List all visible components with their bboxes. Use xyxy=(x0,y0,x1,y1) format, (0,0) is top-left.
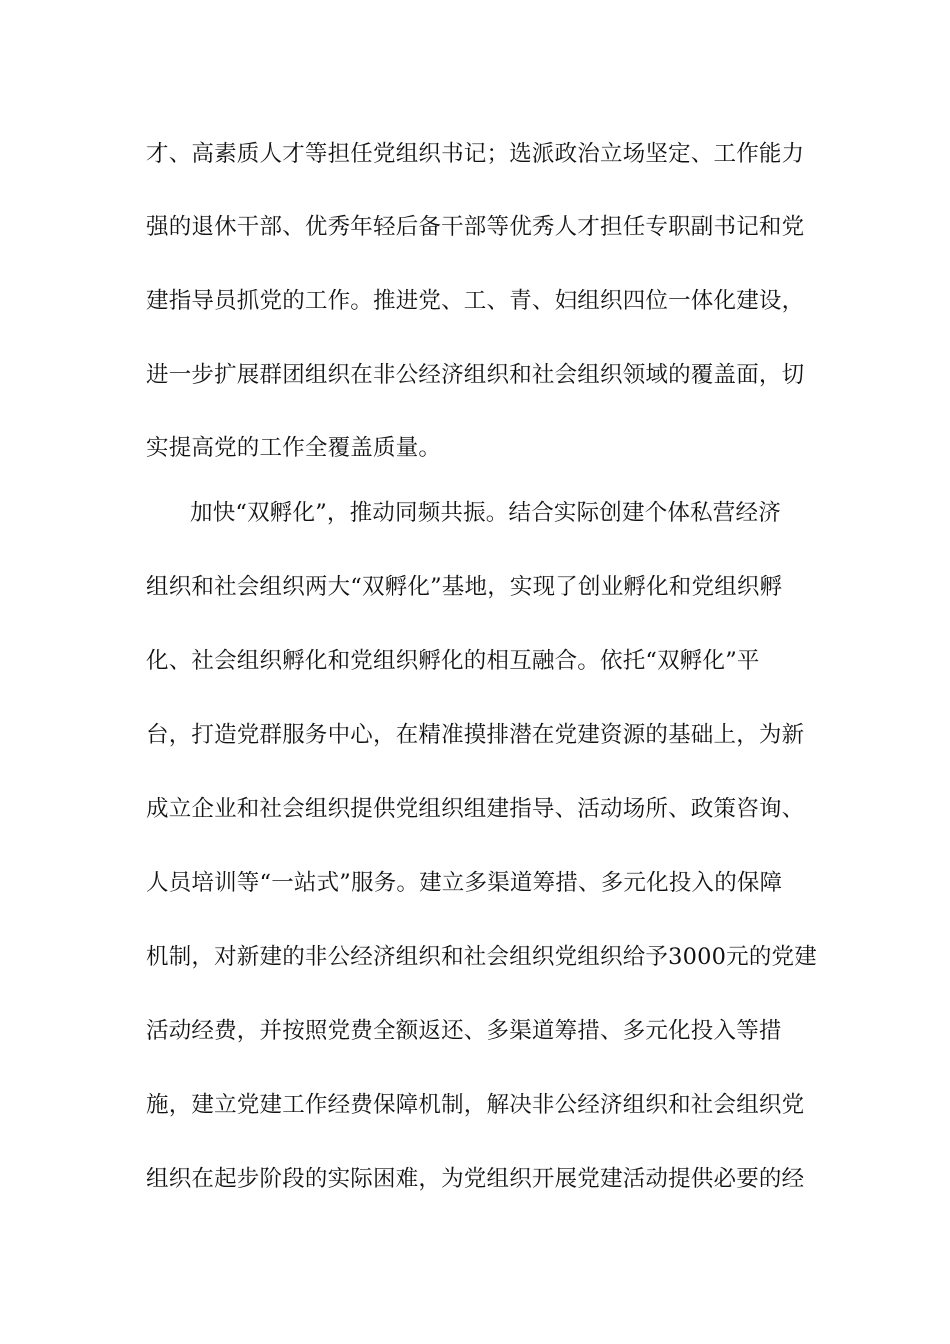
text-line: 组织在起步阶段的实际困难，为党组织开展党建活动提供必要的经 xyxy=(146,1166,805,1192)
text-line: 进一步扩展群团组织在非公经济组织和社会组织领域的覆盖面，切 xyxy=(146,362,805,388)
paragraph-first-line: 加快“双孵化”，推动同频共振。结合实际创建个体私营经济 xyxy=(190,500,781,526)
text-line: 活动经费，并按照党费全额返还、多渠道筹措、多元化投入等措 xyxy=(146,1018,782,1044)
text-line: 施，建立党建工作经费保障机制，解决非公经济组织和社会组织党 xyxy=(146,1092,805,1118)
text-line: 实提高党的工作全覆盖质量。 xyxy=(146,435,442,461)
text-line: 才、高素质人才等担任党组织书记；选派政治立场坚定、工作能力 xyxy=(146,141,805,167)
text-line: 组织和社会组织两大“双孵化”基地，实现了创业孵化和党组织孵 xyxy=(146,574,783,600)
text-line: 建指导员抓党的工作。推进党、工、青、妇组织四位一体化建设， xyxy=(146,288,805,314)
text-line: 成立企业和社会组织提供党组织组建指导、活动场所、政策咨询、 xyxy=(146,796,805,822)
text-line: 台，打造党群服务中心，在精准摸排潜在党建资源的基础上，为新 xyxy=(146,722,805,748)
text-line: 强的退休干部、优秀年轻后备干部等优秀人才担任专职副书记和党 xyxy=(146,214,805,240)
text-line: 化、社会组织孵化和党组织孵化的相互融合。依托“双孵化”平 xyxy=(146,648,760,674)
text-line: 机制，对新建的非公经济组织和社会组织党组织给予3000元的党建 xyxy=(146,944,817,970)
text-line: 人员培训等“一站式”服务。建立多渠道筹措、多元化投入的保障 xyxy=(146,870,783,896)
